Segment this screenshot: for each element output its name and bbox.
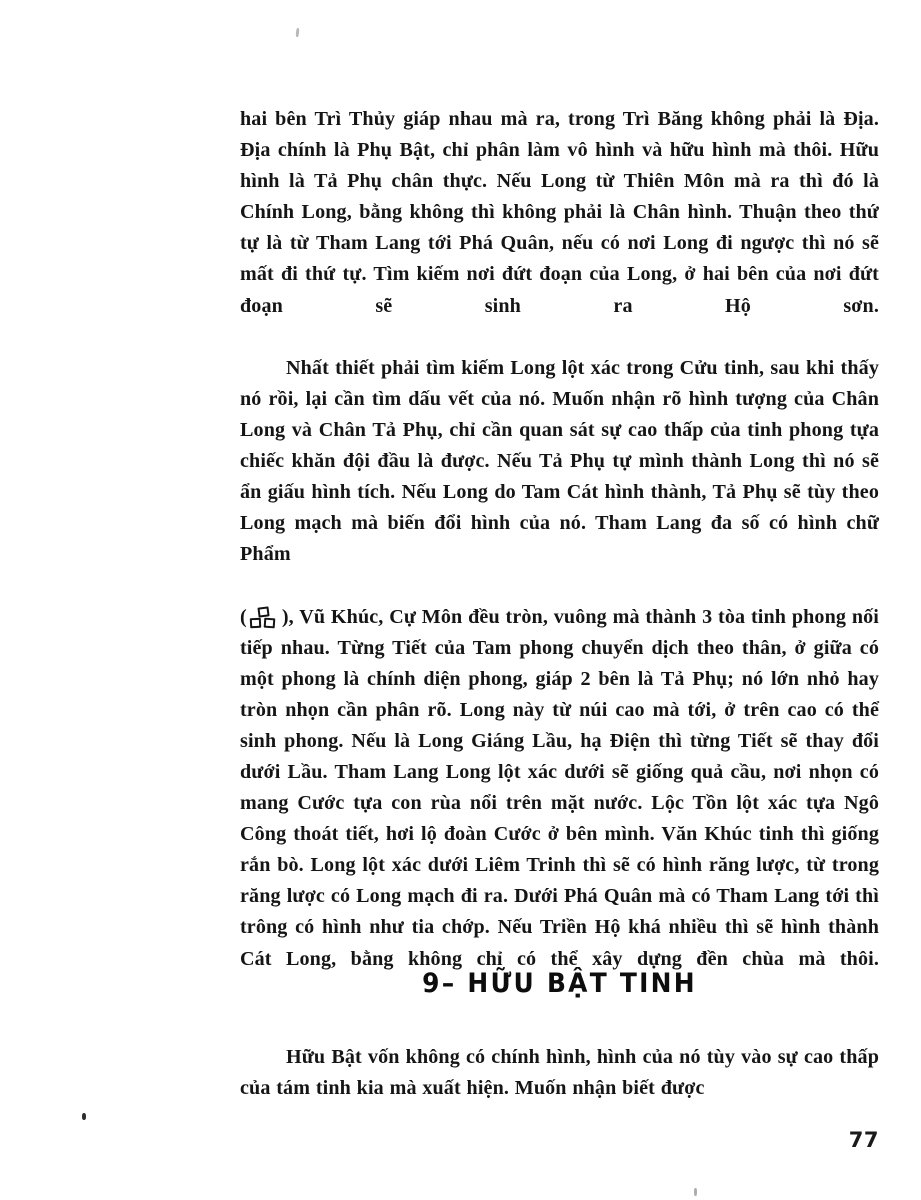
paragraph-1: hai bên Trì Thủy giáp nhau mà ra, trong Trì Băng không phải là Địa. Địa chính là Phụ Bật, chỉ phân làm vô hình và hữu hình mà thôi. Hữu hình là Tả Phụ chân thực. Nếu Long từ Thiên Môn mà ra thì đó là Chính Long, bằng không thì không phải là Chân hình. Thuận theo thứ tự là từ Tham Lang tới Phá Quân, nếu có nơi Long đi ngược thì nó sẽ mất đi thứ tự. Tìm kiếm nơi đứt đoạn của Long, ở hai bên của nơi đứt đoạn sẽ sinh ra Hộ sơn. xyxy=(240,108,879,317)
paragraph-2-part-2-text: Vũ Khúc, Cự Môn đều tròn, vuông mà thành 3 tòa tinh phong nối tiếp nhau. Từng Tiết của Tam phong chuyển dịch theo thân, ở giữa có một phong là chính diện phong, giáp 2 bên là Tả Phụ; nó lớn nhỏ hay tròn nhọn cần phân rõ. Long này từ núi cao mà tới, ở trên cao có thể sinh phong. Nếu là Long Giáng Lầu, hạ Điện thì từng Tiết sẽ thay đổi dưới Lầu. Tham Lang Long lột xác dưới sẽ giống quả cầu, nơi nhọn có mang Cước tựa con rùa nổi trên mặt nước. Lộc Tồn lột xác tựa Ngô Công thoát tiết, hơi lộ đoàn Cước ở bên mình. Văn Khúc tinh thì giống rắn bò. Long lột xác dưới Liêm Trinh thì sẽ có hình răng lược, từ trong răng lược có Long mạch đi ra. Dưới Phá Quân mà có Tham Lang tới thì trông có hình như tia chớp. Nếu Triền Hộ khá nhiều thì sẽ hình thành Cát Long, bằng không chỉ có thể xây dựng đền chùa mà thôi. xyxy=(240,605,879,970)
section-heading: 9– HỮU BẬT TINH xyxy=(422,968,697,999)
close-paren: ), xyxy=(281,605,294,628)
closing-text-block xyxy=(240,1042,879,1104)
page-number: 77 xyxy=(848,1128,879,1152)
open-paren: ( xyxy=(240,605,247,628)
pham-character-glyph xyxy=(249,607,279,628)
body-text-block xyxy=(240,104,879,1006)
paragraph-3: Hữu Bật vốn không có chính hình, hình của nó tùy vào sự cao thấp của tám tinh kia mà xuất hiện. Muốn nhận biết được xyxy=(240,1046,879,1100)
scan-speck-left xyxy=(82,1113,86,1120)
scan-speck-bottom xyxy=(694,1188,697,1196)
paragraph-2-part-2 xyxy=(240,602,879,1006)
scan-speck-top xyxy=(296,28,299,37)
paragraph-2-part-1: Nhất thiết phải tìm kiếm Long lột xác trong Cửu tinh, sau khi thấy nó rồi, lại cần tìm dấu vết của nó. Muốn nhận rõ hình tượng của Chân Long và Chân Tả Phụ, chỉ cần quan sát sự cao thấp của tinh phong tựa chiếc khăn đội đầu là được. Nếu Tả Phụ tự mình thành Long thì nó sẽ ẩn giấu hình tích. Nếu Long do Tam Cát hình thành, Tả Phụ sẽ tùy theo Long mạch mà biến đổi hình của nó. Tham Lang đa số có hình chữ Phẩm xyxy=(240,356,879,566)
